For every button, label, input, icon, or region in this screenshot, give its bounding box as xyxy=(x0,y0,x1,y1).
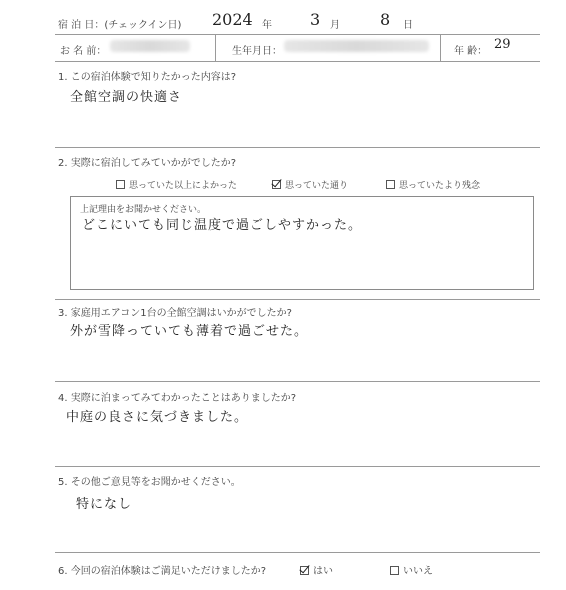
option-label: 思っていた以上によかった xyxy=(129,181,238,191)
reason-label: 上記理由をお聞かせください。 xyxy=(80,205,207,215)
option-label: いいえ xyxy=(403,566,433,577)
redacted-birthdate xyxy=(284,40,429,52)
day-value: 8 xyxy=(380,10,391,29)
question-5: 5. その他ご意見等をお聞かせください。 xyxy=(58,477,241,488)
option-label: はい xyxy=(313,566,333,577)
answer-1: 全館空調の快適さ xyxy=(70,90,183,105)
divider xyxy=(55,299,540,300)
question-6: 6. 今回の宿泊体験はご満足いただけましたか? xyxy=(58,566,267,577)
year-value: 2024 xyxy=(212,10,253,29)
option-worse-than-expected[interactable] xyxy=(386,178,480,191)
divider xyxy=(55,381,540,382)
checkbox[interactable] xyxy=(116,180,125,189)
option-no[interactable] xyxy=(390,562,433,577)
age-label: 年 齢： xyxy=(454,46,488,57)
question-4: 4. 実際に泊まってみてわかったことはありましたか? xyxy=(58,393,297,404)
year-unit: 年 xyxy=(262,20,272,31)
day-unit: 日 xyxy=(403,20,413,31)
answer-3: 外が雪降っていても薄着で過ごせた。 xyxy=(70,324,309,339)
divider xyxy=(55,466,540,467)
option-label: 思っていたより残念 xyxy=(399,181,481,191)
answer-4: 中庭の良さに気づきました。 xyxy=(66,410,249,425)
checkbox[interactable] xyxy=(390,566,399,575)
birthdate-label: 生年月日： xyxy=(232,46,282,57)
question-2: 2. 実際に宿泊してみていかがでしたか? xyxy=(58,158,237,169)
option-better-than-expected[interactable] xyxy=(116,178,237,191)
divider xyxy=(55,34,540,35)
checkbox[interactable] xyxy=(386,180,395,189)
divider xyxy=(55,147,540,148)
divider xyxy=(55,552,540,553)
option-label: 思っていた通り xyxy=(285,181,349,191)
option-as-expected[interactable] xyxy=(272,178,348,191)
question-1: 1. この宿泊体験で知りたかった内容は? xyxy=(58,72,237,83)
divider xyxy=(215,35,216,61)
month-value: 3 xyxy=(310,10,321,29)
question-3: 3. 家庭用エアコン1台の全館空調はいかがでしたか? xyxy=(58,308,292,319)
stay-date-label: 宿 泊 日：(チェックイン日) xyxy=(58,20,182,31)
option-yes[interactable] xyxy=(300,562,333,577)
checkbox-checked[interactable] xyxy=(300,566,309,575)
age-value: 29 xyxy=(494,37,511,52)
name-label: お 名 前： xyxy=(60,46,107,57)
divider xyxy=(440,35,441,61)
divider xyxy=(55,61,540,62)
answer-2: どこにいても同じ温度で過ごしやすかった。 xyxy=(82,218,363,233)
redacted-name xyxy=(110,40,190,52)
checkbox-checked[interactable] xyxy=(272,180,281,189)
month-unit: 月 xyxy=(330,20,340,31)
answer-5: 特になし xyxy=(76,497,133,512)
